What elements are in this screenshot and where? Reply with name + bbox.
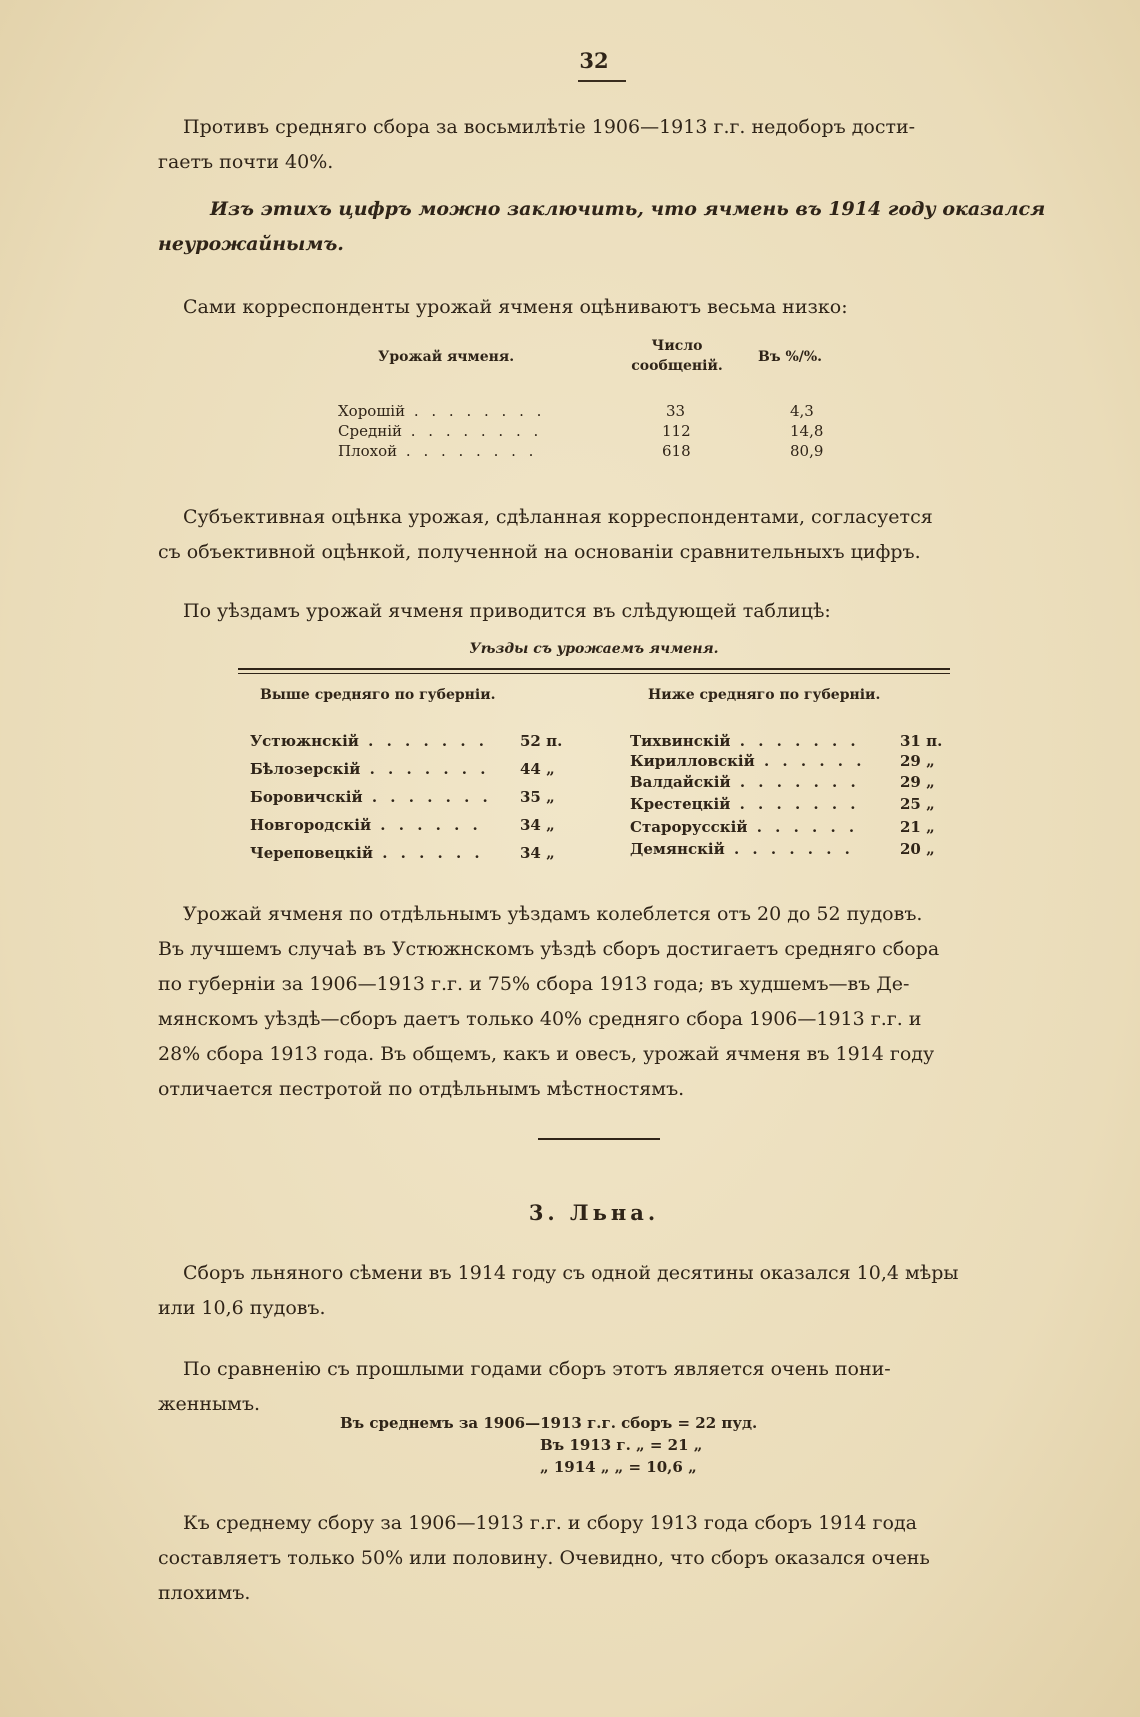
paragraph-9-line-2: составляетъ только 50% или половину. Очевидно, что сборъ оказался очень bbox=[158, 1547, 930, 1569]
table2-left-row: Боровичскій . . . . . . . bbox=[250, 788, 492, 806]
paragraph-7-line-2: или 10,6 пудовъ. bbox=[158, 1297, 326, 1319]
table1-row-label: Хорошій bbox=[338, 402, 406, 420]
table2-right-value: 25 „ bbox=[900, 795, 935, 813]
paragraph-7-line-1: Сборъ льняного сѣмени въ 1914 году съ одной десятины оказался 10,4 мѣры bbox=[183, 1262, 959, 1284]
paragraph-1-line-1: Противъ средняго сбора за восьмилѣтіе 1906—1913 г.г. недоборъ дости- bbox=[183, 116, 916, 138]
paragraph-8-line-2: женнымъ. bbox=[158, 1393, 261, 1415]
table2-top-rule-thin bbox=[238, 673, 950, 674]
table2-left-row: Устюжнскій . . . . . . . bbox=[250, 732, 489, 750]
paragraph-3: Сами корреспонденты урожай ячменя оцѣниваютъ весьма низко: bbox=[183, 296, 848, 318]
table1-row-pct: 4,3 bbox=[790, 402, 814, 420]
paragraph-8-line-1: По сравненію съ прошлыми годами сборъ этотъ является очень пони- bbox=[183, 1358, 891, 1380]
table1-row-label: Плохой bbox=[338, 442, 398, 460]
paragraph-5: По уѣздамъ урожай ячменя приводится въ слѣдующей таблицѣ: bbox=[183, 600, 831, 622]
table1-header-pct: Въ %/%. bbox=[758, 349, 823, 365]
paragraph-6-line-5: 28% сбора 1913 года. Въ общемъ, какъ и овесъ, урожай ячменя въ 1914 году bbox=[158, 1043, 935, 1065]
page-number-underline bbox=[578, 80, 626, 82]
table2-left-value: 35 „ bbox=[520, 788, 555, 806]
table2-right-row: Старорусскій . . . . . . bbox=[630, 818, 859, 836]
table2-right-value: 21 „ bbox=[900, 818, 935, 836]
table2-left-value: 34 „ bbox=[520, 816, 555, 834]
table1-row-count: 112 bbox=[662, 422, 691, 440]
paragraph-6-line-1: Урожай ячменя по отдѣльнымъ уѣздамъ колеблется отъ 20 до 52 пудовъ. bbox=[183, 903, 923, 925]
table2-left-header: Выше средняго по губерніи. bbox=[260, 687, 496, 703]
paragraph-2 bbox=[210, 192, 1090, 227]
table2-right-value: 31 п. bbox=[900, 732, 943, 750]
table1-row: Плохой . . . . . . . . bbox=[338, 442, 538, 460]
table2-right-value: 20 „ bbox=[900, 840, 935, 858]
table1-header-count: Число сообщеній. bbox=[631, 338, 723, 374]
table1-row: Хорошій . . . . . . . . bbox=[338, 402, 546, 420]
table2-title: Уѣзды съ урожаемъ ячменя. bbox=[469, 641, 719, 657]
table2-right-value: 29 „ bbox=[900, 752, 935, 770]
table2-right-row: Тихвинскій . . . . . . . bbox=[630, 732, 860, 750]
table2-right-value: 29 „ bbox=[900, 773, 935, 791]
comparison-line-3: „ 1914 „ „ = 10,6 „ bbox=[540, 1458, 697, 1476]
paragraph-6-line-3: по губерніи за 1906—1913 г.г. и 75% сбора 1913 года; въ худшемъ—въ Де- bbox=[158, 973, 910, 995]
paragraph-1-line-2: гаетъ почти 40%. bbox=[158, 151, 334, 173]
paragraph-9-line-1: Къ среднему сбору за 1906—1913 г.г. и сбору 1913 года сборъ 1914 года bbox=[183, 1512, 917, 1534]
table2-right-row: Валдайскій . . . . . . . bbox=[630, 773, 860, 791]
paragraph-2-line-2: неурожайнымъ. bbox=[158, 233, 344, 255]
table1-header-yield: Урожай ячменя. bbox=[378, 349, 515, 365]
table2-left-value: 52 п. bbox=[520, 732, 563, 750]
comparison-line-2: Въ 1913 г. „ = 21 „ bbox=[540, 1436, 703, 1454]
table2-right-row: Демянскій . . . . . . . bbox=[630, 840, 854, 858]
table2-left-value: 34 „ bbox=[520, 844, 555, 862]
paragraph-1 bbox=[183, 110, 1083, 145]
table1-row-pct: 14,8 bbox=[790, 422, 824, 440]
table1-row-count: 618 bbox=[662, 442, 691, 460]
paragraph-4-line-1: Субъективная оцѣнка урожая, сдѣланная корреспондентами, согласуется bbox=[183, 506, 933, 528]
paragraph-2-cont bbox=[158, 227, 1058, 262]
table2-left-row: Новгородскій . . . . . . bbox=[250, 816, 482, 834]
table1-row-count: 33 bbox=[666, 402, 686, 420]
paragraph-1-cont bbox=[158, 145, 1078, 180]
paragraph-6-line-4: мянскомъ уѣздѣ—сборъ даетъ только 40% средняго сбора 1906—1913 г.г. и bbox=[158, 1008, 922, 1030]
comparison-line-1: Въ среднемъ за 1906—1913 г.г. сборъ = 22 пуд. bbox=[340, 1414, 758, 1432]
table1-row: Средній . . . . . . . . bbox=[338, 422, 543, 440]
paragraph-6-line-2: Въ лучшемъ случаѣ въ Устюжнскомъ уѣздѣ сборъ достигаетъ средняго сбора bbox=[158, 938, 940, 960]
paragraph-9-line-3: плохимъ. bbox=[158, 1582, 251, 1604]
paragraph-2-line-1: Изъ этихъ цифръ можно заключить, что ячмень въ 1914 году оказался bbox=[210, 198, 1046, 220]
table1-row-pct: 80,9 bbox=[790, 442, 824, 460]
table2-left-row: Бѣлозерскій . . . . . . . bbox=[250, 760, 490, 778]
paragraph-4-line-2: съ объективной оцѣнкой, полученной на основаніи сравнительныхъ цифръ. bbox=[158, 541, 921, 563]
table2-right-header: Ниже средняго по губерніи. bbox=[648, 687, 881, 703]
table2-right-row: Крестецкій . . . . . . . bbox=[630, 795, 860, 813]
section-divider bbox=[538, 1138, 660, 1140]
section-heading: 3. Льна. bbox=[528, 1200, 660, 1225]
table2-right-row: Кирилловскій . . . . . . bbox=[630, 752, 866, 770]
table2-left-value: 44 „ bbox=[520, 760, 555, 778]
page-number: 32 bbox=[579, 48, 609, 73]
paragraph-6-line-6: отличается пестротой по отдѣльнымъ мѣстностямъ. bbox=[158, 1078, 685, 1100]
table2-left-row: Череповецкій . . . . . . bbox=[250, 844, 484, 862]
table1-row-label: Средній bbox=[338, 422, 402, 440]
table2-top-rule bbox=[238, 668, 950, 670]
